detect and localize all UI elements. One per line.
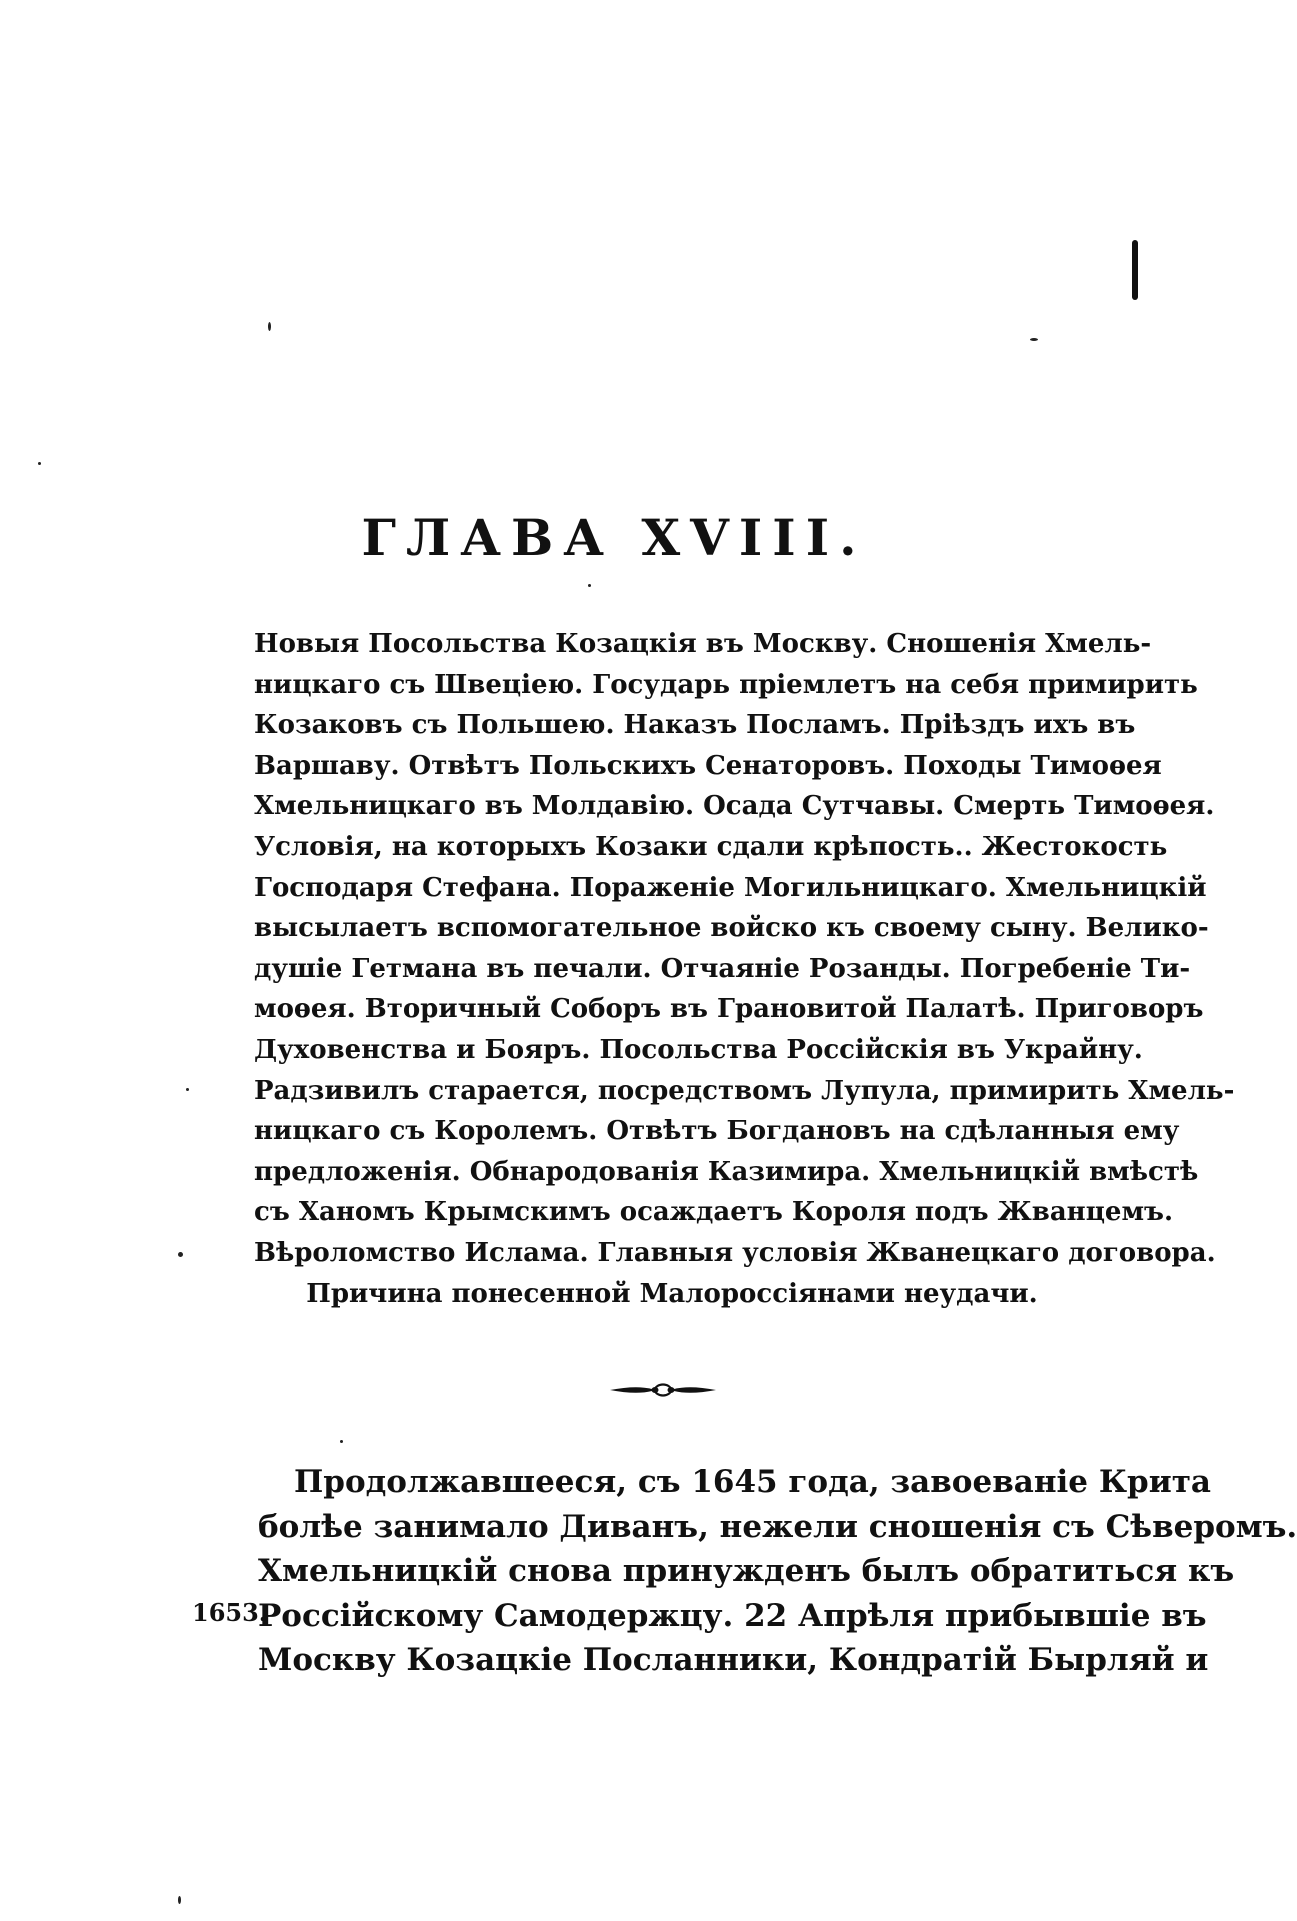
print-speck <box>186 1088 189 1091</box>
body-line: болѣе занимало Диванъ, нежели сношенія съ Сѣверомъ. <box>258 1508 1297 1545</box>
summary-line: Причина понесенной Малороссіянами неудачи. <box>306 1278 1038 1309</box>
chapter-title: ГЛАВА XVIII. <box>361 508 867 567</box>
summary-line: ницкаго съ Швеціею. Государь пріемлетъ на себя примирить <box>254 669 1198 700</box>
summary-line: моѳея. Вторичный Соборъ въ Грановитой Палатѣ. Приговоръ <box>254 994 1204 1025</box>
summary-line: ницкаго съ Королемъ. Отвѣтъ Богдановъ на сдѣланныя ему <box>254 1116 1180 1147</box>
print-speck <box>1030 338 1038 341</box>
print-speck <box>178 1252 183 1257</box>
body-line: Хмельницкій снова принужденъ былъ обратиться къ <box>258 1553 1235 1589</box>
print-speck <box>38 462 41 465</box>
summary-line: Козаковъ съ Польшею. Наказъ Посламъ. Пріѣздъ ихъ въ <box>254 710 1136 741</box>
ornament-divider <box>608 1382 718 1398</box>
summary-line: съ Ханомъ Крымскимъ осаждаетъ Короля подъ Жванцемъ. <box>254 1197 1174 1228</box>
summary-line: Хмельницкаго въ Молдавію. Осада Сутчавы. Смерть Тимоѳея. <box>254 791 1215 822</box>
summary-line: Господаря Стефана. Пораженіе Могильницкаго. Хмельницкій <box>254 872 1207 903</box>
page-edge-mark <box>1132 240 1138 300</box>
body-line: Россійскому Самодержцу. 22 Апрѣля прибывшіе въ <box>258 1597 1207 1634</box>
summary-line: душіе Гетмана въ печали. Отчаяніе Розанды. Погребеніе Ти- <box>254 953 1191 984</box>
summary-line: Вѣроломство Ислама. Главныя условія Жванецкаго договора. <box>254 1237 1216 1268</box>
print-speck <box>178 1896 181 1904</box>
margin-year-note: 1653. <box>192 1598 268 1627</box>
summary-line: Радзивилъ старается, посредствомъ Лупула, примирить Хмель- <box>254 1075 1235 1106</box>
print-speck <box>588 584 591 587</box>
summary-line: Новыя Посольства Козацкія въ Москву. Сношенія Хмель- <box>254 629 1152 659</box>
summary-line: предложенія. Обнародованія Казимира. Хмельницкій вмѣстѣ <box>254 1156 1199 1187</box>
summary-line: Варшаву. Отвѣтъ Польскихъ Сенаторовъ. Походы Тимоѳея <box>254 750 1162 781</box>
summary-line: Условія, на которыхъ Козаки сдали крѣпость.. Жестокость <box>254 831 1168 862</box>
body-paragraph <box>258 1460 1297 1683</box>
body-line: Москву Козацкіе Посланники, Кондратій Бырляй и <box>258 1642 1209 1678</box>
chapter-summary <box>254 624 1235 1314</box>
summary-line: высылаетъ вспомогательное войско къ своему сыну. Велико- <box>254 913 1209 944</box>
summary-line: Духовенства и Бояръ. Посольства Россійскія въ Украйну. <box>254 1034 1143 1065</box>
print-speck <box>340 1440 343 1443</box>
body-line: Продолжавшееся, съ 1645 года, завоеваніе Крита <box>294 1464 1211 1500</box>
print-speck <box>268 322 271 331</box>
